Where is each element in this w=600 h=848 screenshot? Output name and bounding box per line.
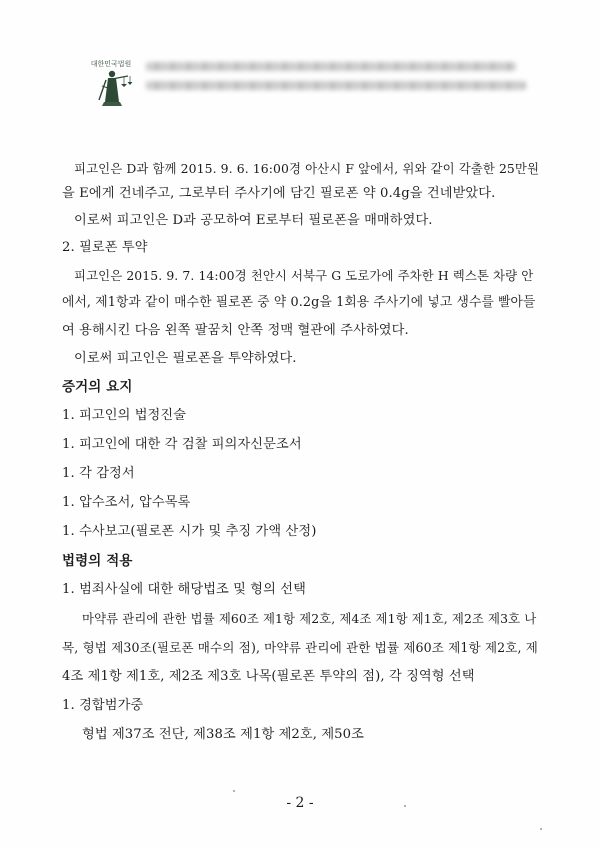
law-text-line: 목, 형법 제30조(필로폰 매수의 점), 마약류 관리에 관한 법률 제60조 제1항 제2호, 제 <box>62 640 538 655</box>
paragraph-line: 피고인은 D과 함께 2015. 9. 6. 16:00경 아산시 F 앞에서, 위와 같이 각출한 25만원 <box>74 161 540 176</box>
law-item-title: 1. 경합범가중 <box>62 698 144 713</box>
scan-speck <box>540 828 542 830</box>
evidence-heading: 증거의 요지 <box>62 379 133 395</box>
redacted-header <box>146 62 536 100</box>
scan-speck <box>233 790 235 792</box>
evidence-item: 1. 압수조서, 압수목록 <box>62 495 191 510</box>
paragraph-line: 피고인은 2015. 9. 7. 14:00경 천안시 서북구 G 도로가에 주차한 H 렉스톤 차량 안 <box>74 268 534 283</box>
law-heading: 법령의 적용 <box>62 553 133 569</box>
paragraph-line: 에서, 제1항과 같이 매수한 필로폰 중 약 0.2g을 1회용 주사기에 넣고 생수를 빨아들 <box>62 295 536 310</box>
evidence-item: 1. 피고인에 대한 각 검찰 피의자신문조서 <box>62 437 302 452</box>
paragraph-line: 이로써 피고인은 D과 공모하여 E로부터 필로폰을 매매하였다. <box>74 213 433 228</box>
page-number: - 2 - <box>286 795 314 811</box>
evidence-item: 1. 피고인의 법정진술 <box>62 408 187 423</box>
evidence-item: 1. 각 감정서 <box>62 466 135 481</box>
law-text-line: 마약류 관리에 관한 법률 제60조 제1항 제2호, 제4조 제1항 제1호, 제2조 제3호 나 <box>82 611 537 626</box>
redacted-line <box>146 81 526 90</box>
law-item-title: 1. 범죄사실에 대한 해당법조 및 형의 선택 <box>62 582 306 597</box>
paragraph-line: 여 용해시킨 다음 왼쪽 팔꿈치 안쪽 정맥 혈관에 주사하였다. <box>62 323 409 338</box>
evidence-item: 1. 수사보고(필로폰 시가 및 추징 가액 산정) <box>62 524 317 539</box>
law-text-line: 형법 제37조 전단, 제38조 제1항 제2호, 제50조 <box>82 727 365 742</box>
court-emblem-icon <box>82 46 140 110</box>
paragraph-line: 을 E에게 건네주고, 그로부터 주사기에 담긴 필로폰 약 0.4g을 건네받았다. <box>62 186 496 201</box>
redacted-line <box>146 62 516 71</box>
paragraph-line: 이로써 피고인은 필로폰을 투약하였다. <box>74 351 297 366</box>
section-title: 2. 필로폰 투약 <box>62 240 148 255</box>
law-text-line: 4조 제1항 제1호, 제2조 제3호 나목(필로폰 투약의 점), 각 징역형 선택 <box>62 669 475 684</box>
scan-speck <box>404 805 406 807</box>
emblem-label: 대한민국법원 <box>90 60 132 68</box>
